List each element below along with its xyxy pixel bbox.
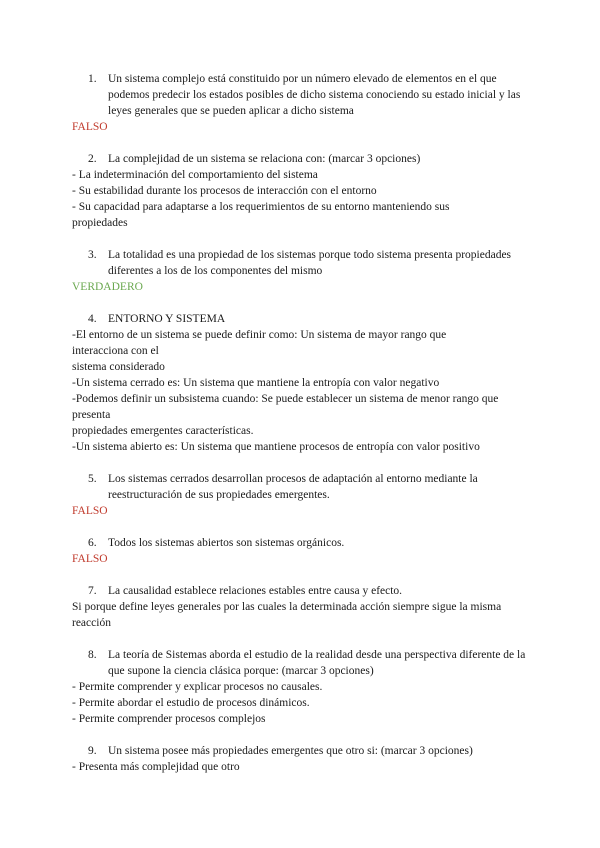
question-4 <box>72 311 534 327</box>
question-6 <box>72 535 534 551</box>
option-line: propiedades <box>72 217 128 229</box>
option-line: - Permite abordar el estudio de procesos dinámicos. <box>72 697 310 709</box>
question-7 <box>72 583 534 599</box>
definition-line: -El entorno de un sistema se puede definir como: Un sistema de mayor rango que <box>72 329 447 341</box>
answer-false: FALSO <box>72 553 108 565</box>
answer-line: Si porque define leyes generales por las cuales la determinada acción siempre sigue la misma <box>72 601 502 613</box>
question-9 <box>72 743 534 759</box>
answer-false: FALSO <box>72 121 108 133</box>
answer-false: FALSO <box>72 505 108 517</box>
question-text: Un sistema posee más propiedades emergentes que otro si: (marcar 3 opciones) <box>108 745 473 757</box>
question-8 <box>72 647 534 679</box>
option-line: - La indeterminación del comportamiento del sistema <box>72 169 318 181</box>
question-text: Todos los sistemas abiertos son sistemas orgánicos. <box>108 537 345 549</box>
question-number: 7. <box>88 585 97 597</box>
question-3 <box>72 247 534 279</box>
definition-line: -Un sistema cerrado es: Un sistema que mantiene la entropía con valor negativo <box>72 377 440 389</box>
question-number: 4. <box>88 313 97 325</box>
question-number: 2. <box>88 153 97 165</box>
question-number: 1. <box>88 73 97 85</box>
question-text: La causalidad establece relaciones estables entre causa y efecto. <box>108 585 403 597</box>
option-line: - Permite comprender y explicar procesos no causales. <box>72 681 323 693</box>
question-number: 8. <box>88 649 97 661</box>
option-line: - Su estabilidad durante los procesos de interacción con el entorno <box>72 185 377 197</box>
question-1 <box>72 71 534 119</box>
answer-true: VERDADERO <box>72 281 143 293</box>
definition-line: sistema considerado <box>72 361 165 373</box>
question-text: La complejidad de un sistema se relaciona con: (marcar 3 opciones) <box>108 153 421 165</box>
question-number: 6. <box>88 537 97 549</box>
option-line: - Su capacidad para adaptarse a los requerimientos de su entorno manteniendo sus <box>72 201 450 213</box>
option-line: - Permite comprender procesos complejos <box>72 713 266 725</box>
definition-line: propiedades emergentes características. <box>72 425 254 437</box>
definition-line: -Un sistema abierto es: Un sistema que mantiene procesos de entropía con valor positivo <box>72 441 480 453</box>
question-number: 9. <box>88 745 97 757</box>
question-number: 5. <box>88 473 97 485</box>
section-heading: ENTORNO Y SISTEMA <box>108 313 226 325</box>
document-page <box>72 71 534 775</box>
question-text: La totalidad es una propiedad de los sistemas porque todo sistema presenta propiedades diferentes a los de los componentes del mismo <box>108 249 512 277</box>
question-5 <box>72 471 534 503</box>
answer-line: reacción <box>72 617 111 629</box>
option-line: - Presenta más complejidad que otro <box>72 761 240 773</box>
question-text: Los sistemas cerrados desarrollan procesos de adaptación al entorno mediante la reestructuración de sus propiedades emergentes. <box>108 473 478 501</box>
question-text: La teoría de Sistemas aborda el estudio de la realidad desde una perspectiva diferente de la que supone la ciencia clásica porque: (marcar 3 opciones) <box>108 649 526 677</box>
question-2 <box>72 151 534 167</box>
definition-line: interacciona con el <box>72 345 159 357</box>
question-text: Un sistema complejo está constituido por un número elevado de elementos en el que podemos predecir los estados posibles de dicho sistema conociendo su estado inicial y las leyes generales que se pueden aplicar a dicho sistema <box>108 73 521 117</box>
question-number: 3. <box>88 249 97 261</box>
definition-line: presenta <box>72 409 111 421</box>
definition-line: -Podemos definir un subsistema cuando: Se puede establecer un sistema de menor rango que <box>72 393 499 405</box>
